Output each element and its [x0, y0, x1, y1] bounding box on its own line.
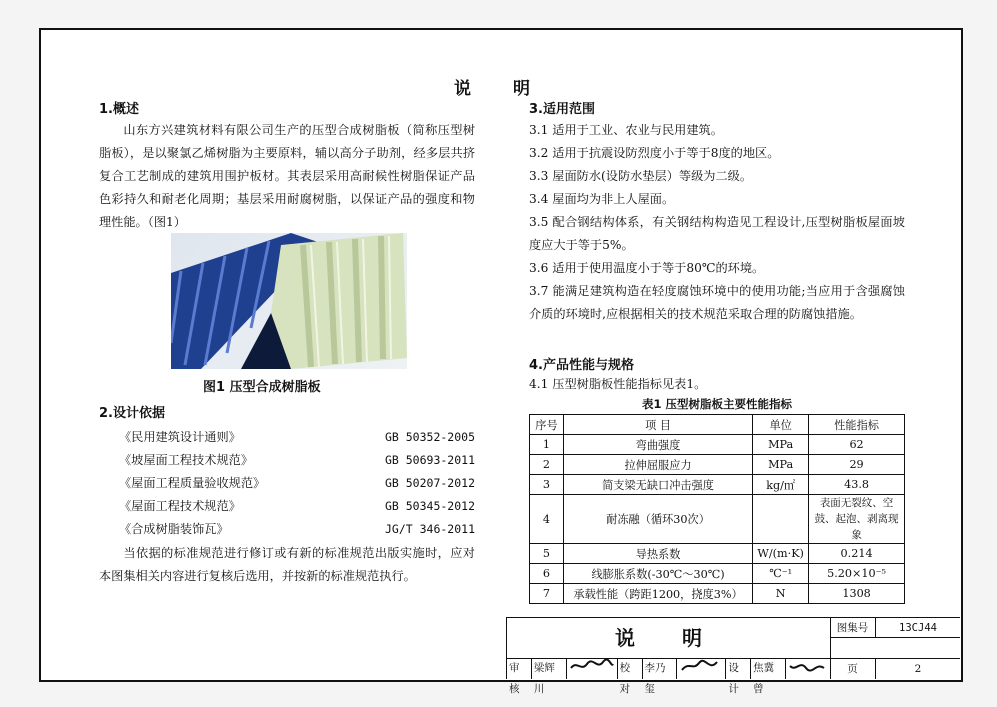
signature-mark: [679, 658, 723, 674]
scope-item: 3.5 配合钢结构体系，有关钢结构构造见工程设计,压型树脂板屋面坡度应大于等于5%。: [529, 215, 905, 252]
row-no: 1: [530, 435, 564, 455]
atlas-number: 13CJ44: [876, 618, 960, 638]
row-no: 4: [530, 495, 564, 544]
table-row: [530, 435, 905, 455]
column-header: 序号: [530, 415, 564, 435]
table-row: [530, 455, 905, 475]
standard-name: 《民用建筑设计通则》: [119, 430, 241, 444]
table-row: [530, 475, 905, 495]
row-unit: kg/㎡: [753, 475, 809, 495]
standard-row: [119, 495, 475, 518]
atlas-label: 图集号: [830, 618, 876, 638]
row-no: 5: [530, 544, 564, 564]
scope-item: 3.4 屋面均为非上人屋面。: [529, 192, 675, 206]
row-value: 5.20×10⁻⁵: [809, 564, 905, 584]
standard-row: [119, 472, 475, 495]
design-label: 设计: [726, 658, 751, 679]
standard-name: 《屋面工程技术规范》: [119, 499, 241, 513]
table-row: [530, 564, 905, 584]
review-label: 审核: [507, 658, 532, 679]
table-row: [530, 584, 905, 604]
roof-panel-photo: [171, 233, 407, 369]
scope-item: 3.1 适用于工业、农业与民用建筑。: [529, 123, 723, 137]
checker-name: 李乃玺: [643, 658, 678, 679]
row-value: 43.8: [809, 475, 905, 495]
row-no: 6: [530, 564, 564, 584]
column-header: 性能指标: [809, 415, 905, 435]
standard-code: GB 50352-2005: [384, 430, 475, 444]
table-row: [530, 544, 905, 564]
row-item: 简支梁无缺口冲击强度: [563, 475, 752, 495]
signature-mark: [569, 658, 615, 674]
check-label: 校对: [618, 658, 643, 679]
reviewer-signature: [567, 658, 618, 679]
section-overview-text: [99, 119, 475, 234]
row-unit: ℃⁻¹: [753, 564, 809, 584]
row-value: 29: [809, 455, 905, 475]
scope-item: 3.6 适用于使用温度小于等于80℃的环境。: [529, 261, 765, 275]
row-value: 表面无裂纹、空鼓、起泡、剥离现象: [809, 495, 905, 544]
scope-item: 3.7 能满足建筑构造在轻度腐蚀环境中的使用功能;当应用于含强腐蚀介质的环境时,应根据相关的技术规范采取合理的防腐蚀措施。: [529, 284, 905, 321]
section-scope-heading: 3.适用范围: [529, 102, 595, 117]
title-block-title: 说 明: [507, 618, 831, 659]
signature-mark: [788, 658, 828, 674]
row-unit: N: [753, 584, 809, 604]
performance-table: [529, 414, 905, 604]
table-row: [530, 495, 905, 544]
row-item: 耐冻融（循环30次）: [563, 495, 752, 544]
checker-signature: [677, 658, 726, 679]
standard-code: GB 50693-2011: [384, 453, 475, 467]
row-item: 弯曲强度: [563, 435, 752, 455]
standard-code: GB 50345-2012: [384, 499, 475, 513]
signature-row: [507, 658, 831, 695]
section-basis-note: [99, 542, 475, 588]
performance-intro-text: 4.1 压型树脂板性能指标见表1。: [529, 377, 707, 391]
page-number: 2: [876, 658, 960, 679]
page-label: 页: [830, 658, 876, 679]
standard-code: JG/T 346-2011: [384, 522, 475, 536]
row-unit: MPa: [753, 435, 809, 455]
section-performance-heading: 4.产品性能与规格: [529, 358, 634, 373]
standard-code: GB 50207-2012: [384, 476, 475, 490]
standard-name: 《屋面工程质量验收规范》: [119, 476, 266, 490]
row-unit: W/(m·K): [753, 544, 809, 564]
basis-note-paragraph: 当依据的标准规范进行修订或有新的标准规范出版实施时，应对本图集相关内容进行复核后选用，并按新的标准规范执行。: [99, 546, 475, 583]
row-value: 0.214: [809, 544, 905, 564]
designer-name: 焦冀曾: [751, 658, 786, 679]
standards-list: [119, 426, 475, 541]
row-value: 1308: [809, 584, 905, 604]
reviewer-name: 梁辉川: [532, 658, 567, 679]
row-item: 承载性能（跨距1200，挠度3%）: [563, 584, 752, 604]
standard-name: 《合成树脂装饰瓦》: [119, 522, 229, 536]
table-header-row: [530, 415, 905, 435]
drawing-sheet: [39, 28, 963, 695]
page-title: 说 明: [454, 79, 548, 99]
row-unit: MPa: [753, 455, 809, 475]
standard-row: [119, 449, 475, 472]
column-header: 项 目: [563, 415, 752, 435]
scope-list: [529, 119, 905, 326]
corrugated-panel-image: [171, 233, 407, 369]
row-value: 62: [809, 435, 905, 455]
row-no: 7: [530, 584, 564, 604]
row-unit: [753, 495, 809, 544]
column-header: 单位: [753, 415, 809, 435]
table-title: 表1 压型树脂板主要性能指标: [641, 397, 792, 411]
row-no: 2: [530, 455, 564, 475]
standard-row: [119, 426, 475, 449]
standard-name: 《坡屋面工程技术规范》: [119, 453, 254, 467]
performance-intro: [529, 373, 905, 396]
standard-row: [119, 518, 475, 541]
designer-signature: [786, 658, 830, 679]
scope-item: 3.2 适用于抗震设防烈度小于等于8度的地区。: [529, 146, 780, 160]
row-item: 导热系数: [563, 544, 752, 564]
row-no: 3: [530, 475, 564, 495]
scope-item: 3.3 屋面防水(设防水垫层）等级为二级。: [529, 169, 753, 183]
title-block: [506, 617, 960, 695]
section-overview-heading: 1.概述: [99, 102, 139, 117]
figure-caption: 图1 压型合成树脂板: [203, 380, 321, 395]
section-basis-heading: 2.设计依据: [99, 406, 165, 421]
row-item: 线膨胀系数(-30℃～30℃): [563, 564, 752, 584]
overview-paragraph: 山东方兴建筑材料有限公司生产的压型合成树脂板（简称压型树脂板），是以聚氯乙烯树脂为主要原料，辅以高分子助剂，经多层共挤复合工艺制成的建筑用围护板材。其表层采用高耐候性树脂保证产品色彩持久和耐老化周期；基层采用耐腐树脂，以保证产品的强度和物理性能。（图1）: [99, 123, 475, 229]
row-item: 拉伸屈服应力: [563, 455, 752, 475]
